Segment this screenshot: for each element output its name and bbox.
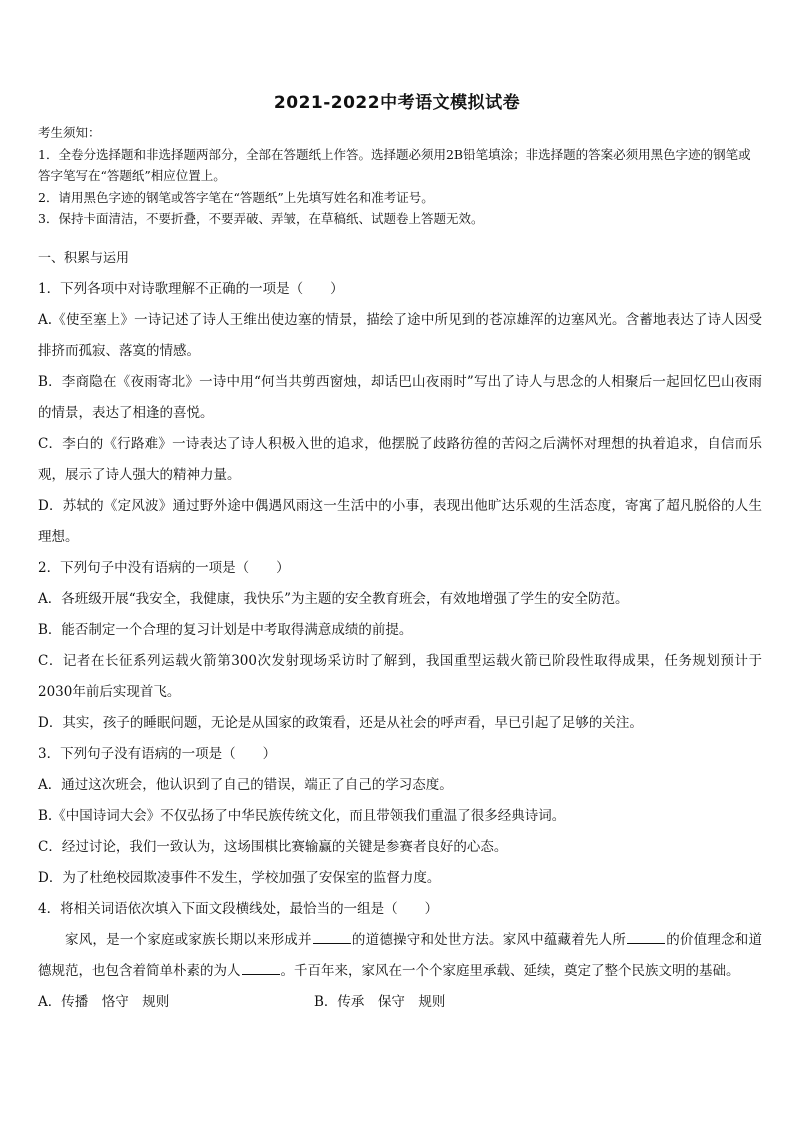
question-option: B．传承 保守 规则: [314, 994, 446, 1010]
notice-item: 3．保持卡面清洁，不要折叠，不要弄破、弄皱，在草稿纸、试题卷上答题无效。: [38, 211, 484, 226]
option-row: [38, 987, 762, 1018]
passage-text: 。千百年来，家风在一个个家庭里承载、延续，奠定了整个民族文明的基础。: [280, 963, 740, 979]
notice-heading: 考生须知：: [38, 125, 101, 140]
question-option: B.《中国诗词大会》不仅弘扬了中华民族传统文化，而且带领我们重温了很多经典诗词。: [38, 808, 566, 824]
question-option: C．记者在长征系列运载火箭第300次发射现场采访时了解到，我国重型运载火箭已阶段性取得成果，任务规划预计于2030年前后实现首飞。: [38, 653, 762, 700]
notice-item: 1．全卷分选择题和非选择题两部分，全部在答题纸上作答。选择题必须用2B铅笔填涂；非选择题的答案必须用黑色字迹的钢笔或答字笔写在“答题纸”相应位置上。: [38, 146, 751, 183]
question-content: [38, 243, 762, 1018]
exam-title: 2021-2022中考语文模拟试卷: [273, 93, 521, 113]
question-stem: 3．下列句子没有语病的一项是（ ）: [38, 746, 277, 762]
fill-in-passage: [38, 925, 762, 987]
question-option: B．能否制定一个合理的复习计划是中考取得满意成绩的前提。: [38, 622, 413, 638]
question-option: D．为了杜绝校园欺凌事件不发生，学校加强了安保室的监督力度。: [38, 870, 441, 886]
candidate-notice: [38, 122, 762, 230]
notice-item: 2．请用黑色字迹的钢笔或答字笔在“答题纸”上先填写姓名和准考证号。: [38, 189, 434, 205]
question-option: B．李商隐在《夜雨寄北》一诗中用“何当共剪西窗烛，却话巴山夜雨时”写出了诗人与思念的人相聚后一起回忆巴山夜雨的情景，表达了相逢的喜悦。: [38, 374, 762, 421]
section-heading: 一、积累与运用: [38, 251, 130, 266]
question-option: A．传播 恪守 规则: [38, 994, 170, 1010]
answer-blank: [627, 929, 665, 944]
passage-text: 家风，是一个家庭或家族长期以来形成并: [65, 932, 312, 948]
answer-blank: [242, 960, 280, 975]
question-option: D．苏轼的《定风波》通过野外途中偶遇风雨这一生活中的小事，表现出他旷达乐观的生活态度，寄寓了超凡脱俗的人生理想。: [38, 498, 762, 545]
question-option: D．其实，孩子的睡眠问题，无论是从国家的政策看，还是从社会的呼声看，早已引起了足够的关注。: [38, 715, 643, 731]
question-stem: 2．下列句子中没有语病的一项是（ ）: [38, 560, 290, 576]
question-stem: 1．下列各项中对诗歌理解不正确的一项是（ ）: [38, 281, 344, 297]
question-option: A．通过这次班会，他认识到了自己的错误，端正了自己的学习态度。: [38, 777, 453, 793]
question-option: C．李白的《行路难》一诗表达了诗人积极入世的追求，他摆脱了歧路彷徨的苦闷之后满怀对理想的执着追求，自信而乐观，展示了诗人强大的精神力量。: [38, 436, 762, 483]
question-stem: 4．将相关词语依次填入下面文段横线处，最恰当的一组是（ ）: [38, 901, 439, 917]
passage-text: 的道德操守和处世方法。家风中蕴藏着先人所: [351, 932, 627, 948]
question-option: A.《使至塞上》一诗记述了诗人王维出使边塞的情景，描绘了途中所见到的苍凉雄浑的边塞风光。含蓄地表达了诗人因受排挤而孤寂、落寞的情感。: [38, 312, 762, 359]
question-option: A．各班级开展“我安全，我健康，我快乐”为主题的安全教育班会，有效地增强了学生的安全防范。: [38, 591, 629, 607]
question-option: C．经过讨论，我们一致认为，这场围棋比赛输赢的关键是参赛者良好的心态。: [38, 839, 508, 855]
passage-text: 的价值理念和道德规范，也包含着简单朴素的为人: [38, 932, 763, 979]
answer-blank: [313, 929, 351, 944]
